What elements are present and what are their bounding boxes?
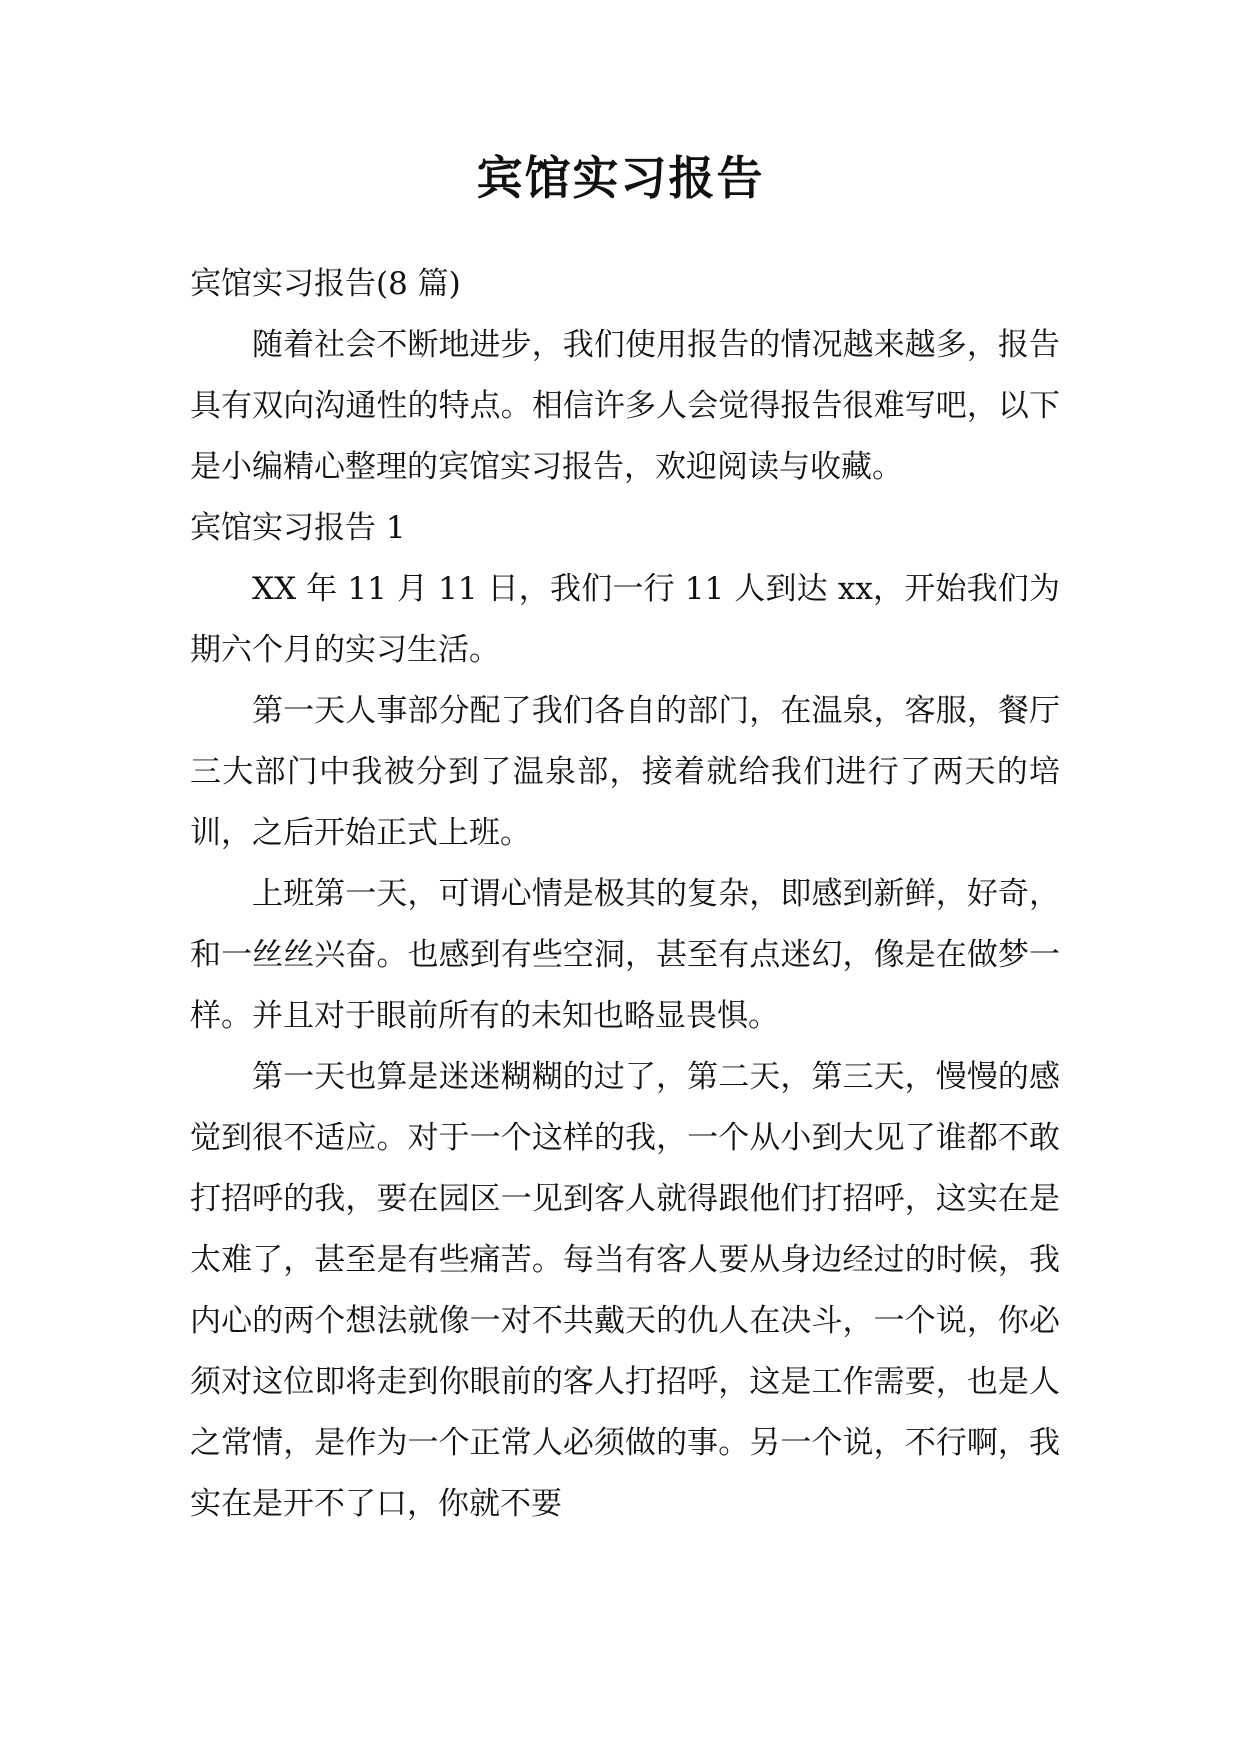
section-heading: 宾馆实习报告 1 — [190, 510, 406, 546]
body-paragraph-3: 上班第一天，可谓心情是极其的复杂，即感到新鲜，好奇，和一丝丝兴奋。也感到有些空洞，甚至有点迷幻，像是在做梦一样。并且对于眼前所有的未知也略显畏惧。 — [190, 876, 1060, 1034]
intro-paragraph: 随着社会不断地进步，我们使用报告的情况越来越多，报告具有双向沟通性的特点。相信许多人会觉得报告很难写吧，以下是小编精心整理的宾馆实习报告，欢迎阅读与收藏。 — [190, 327, 1060, 485]
body-paragraph-1: XX 年 11 月 11 日，我们一行 11 人到达 xx，开始我们为期六个月的实习生活。 — [190, 571, 1060, 668]
document-title: 宾馆实习报告 — [476, 151, 765, 205]
document-subtitle: 宾馆实习报告(8 篇) — [190, 266, 461, 302]
body-paragraph-4: 第一天也算是迷迷糊糊的过了，第二天，第三天，慢慢的感觉到很不适应。对于一个这样的我，一个从小到大见了谁都不敢打招呼的我，要在园区一见到客人就得跟他们打招呼，这实在是太难了，甚至是有些痛苦。每当有客人要从身边经过的时候，我内心的两个想法就像一对不共戴天的仇人在决斗，一个说，你必须对这位即将走到你眼前的客人打招呼，这是工作需要，也是人之常情，是作为一个正常人必须做的事。另一个说，不行啊，我实在是开不了口，你就不要 — [190, 1059, 1060, 1522]
body-paragraph-2: 第一天人事部分配了我们各自的部门，在温泉，客服，餐厅三大部门中我被分到了温泉部，接着就给我们进行了两天的培训，之后开始正式上班。 — [190, 693, 1060, 851]
